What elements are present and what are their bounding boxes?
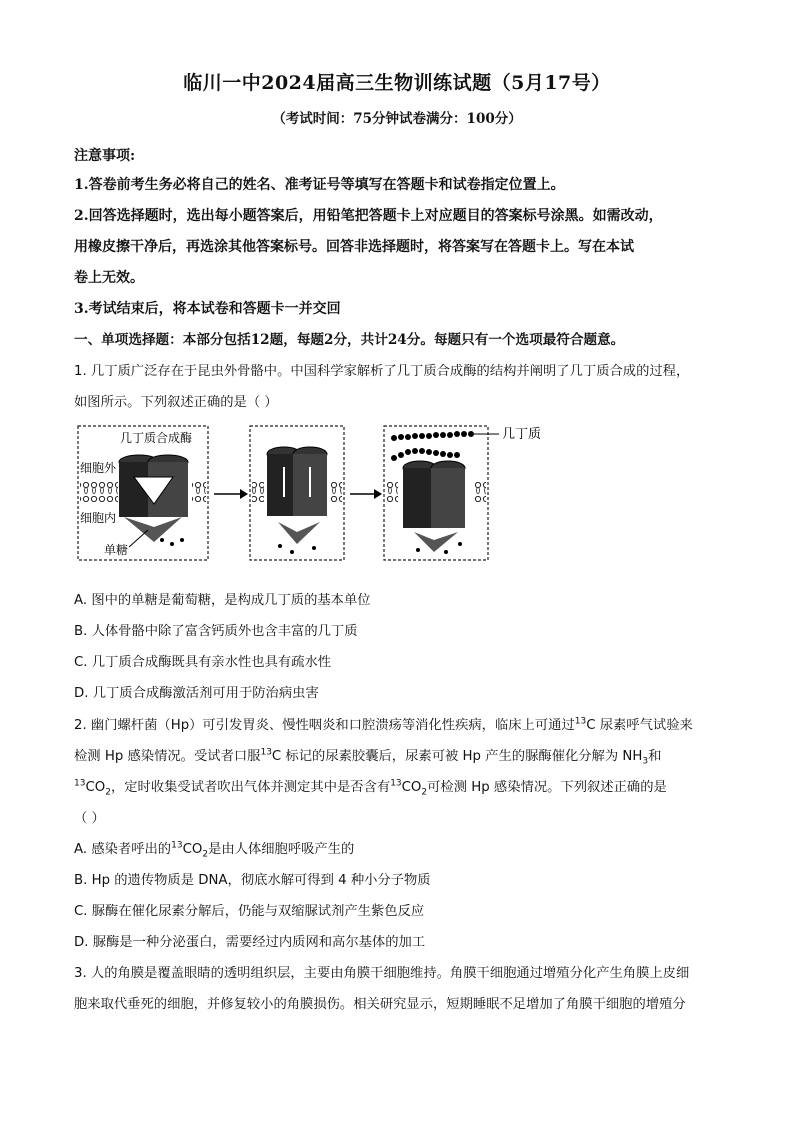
notice-item-3: 3.考试结束后，将本试卷和答题卡一并交回 <box>74 301 341 317</box>
q2-answer-paren: （ ） <box>74 811 105 826</box>
q1-option-a: A. 图中的单糖是葡萄糖，是构成几丁质的基本单位 <box>74 593 371 608</box>
q2-option-d: D. 脲酶是一种分泌蛋白，需要经过内质网和高尔基体的加工 <box>74 935 426 950</box>
label-sugar: 单糖 <box>104 543 129 557</box>
notice-item-2-line-3: 卷上无效。 <box>74 270 144 286</box>
arrow-1 <box>214 489 248 499</box>
figure-panel-2 <box>250 426 344 560</box>
notice-item-1: 1.答卷前考生务必将自己的姓名、准考证号等填写在答题卡和试卷指定位置上。 <box>74 177 565 193</box>
q1-option-c: C. 几丁质合成酶既具有亲水性也具有疏水性 <box>74 655 332 670</box>
exam-subtitle: （考试时间：75分钟试卷满分：100分） <box>272 111 522 127</box>
q1-stem-line-1: 1. 几丁质广泛存在于昆虫外骨骼中。中国科学家解析了几丁质合成酶的结构并阐明了几丁质合成的过程， <box>74 364 690 379</box>
arrow-2 <box>350 489 382 499</box>
notice-heading: 注意事项: <box>74 148 136 164</box>
section-1-heading: 一、单项选择题：本部分包括12题，每题2分，共计24分。每题只有一个选项最符合题意。 <box>74 332 625 348</box>
q2-stem-line-1: 2. 幽门螺杆菌（Hp）可引发胃炎、慢性咽炎和口腔溃疡等消化性疾病，临床上可通过$^{13}$C 尿素呼气试验来 <box>74 716 693 733</box>
notice-item-2-line-1: 2.回答选择题时，选出每小题答案后，用铅笔把答题卡上对应题目的答案标号涂黑。如需改动， <box>74 208 663 224</box>
label-outside: 细胞外 <box>80 461 117 475</box>
q1-option-d: D. 几丁质合成酶激活剂可用于防治病虫害 <box>74 686 319 701</box>
q3-stem-line-1: 3. 人的角膜是覆盖眼睛的透明组织层，主要由角膜干细胞维持。角膜干细胞通过增殖分化产生角膜上皮细 <box>74 966 690 981</box>
figure-panel-3 <box>384 426 499 560</box>
label-inside: 细胞内 <box>80 511 117 525</box>
q3-stem-line-2: 胞来取代垂死的细胞，并修复较小的角膜损伤。相关研究显示，短期睡眠不足增加了角膜干细胞的增殖分 <box>74 997 686 1012</box>
enzyme-shape-1 <box>119 455 188 542</box>
q2-stem-line-2: 检测 Hp 感染情况。受试者口服$^{13}$C 标记的尿素胶囊后，尿素可被 Hp 产生的脲酶催化分解为 $NH_3$和 <box>74 747 662 767</box>
q2-stem-line-3: $^{13}CO_2$，定时收集受试者吹出气体并测定其中是否含有$^{13}CO_2$可检测 Hp 感染情况。下列叙述正确的是 <box>74 778 667 798</box>
q1-stem-line-2: 如图所示。下列叙述正确的是（ ） <box>74 395 278 410</box>
chitin-synthesis-figure <box>74 422 574 566</box>
label-enzyme: 几丁质合成酶 <box>120 431 193 445</box>
q2-option-c: C. 脲酶在催化尿素分解后，仍能与双缩脲试剂产生紫色反应 <box>74 904 425 919</box>
figure-panel-1 <box>78 426 208 560</box>
chitin-chain <box>391 431 474 461</box>
label-chitin: 几丁质 <box>502 427 542 442</box>
q2-option-a: A. 感染者呼出的$^{13}CO_2$是由人体细胞呼吸产生的 <box>74 840 355 860</box>
q2-option-b: B. Hp 的遗传物质是 DNA，彻底水解可得到 4 种小分子物质 <box>74 873 431 888</box>
notice-item-2-line-2: 用橡皮擦干净后，再选涂其他答案标号。回答非选择题时，将答案写在答题卡上。写在本试 <box>74 239 634 255</box>
q1-option-b: B. 人体骨骼中除了富含钙质外也含丰富的几丁质 <box>74 624 358 639</box>
page-title: 临川一中2024届高三生物训练试题（5月17号） <box>183 72 611 94</box>
